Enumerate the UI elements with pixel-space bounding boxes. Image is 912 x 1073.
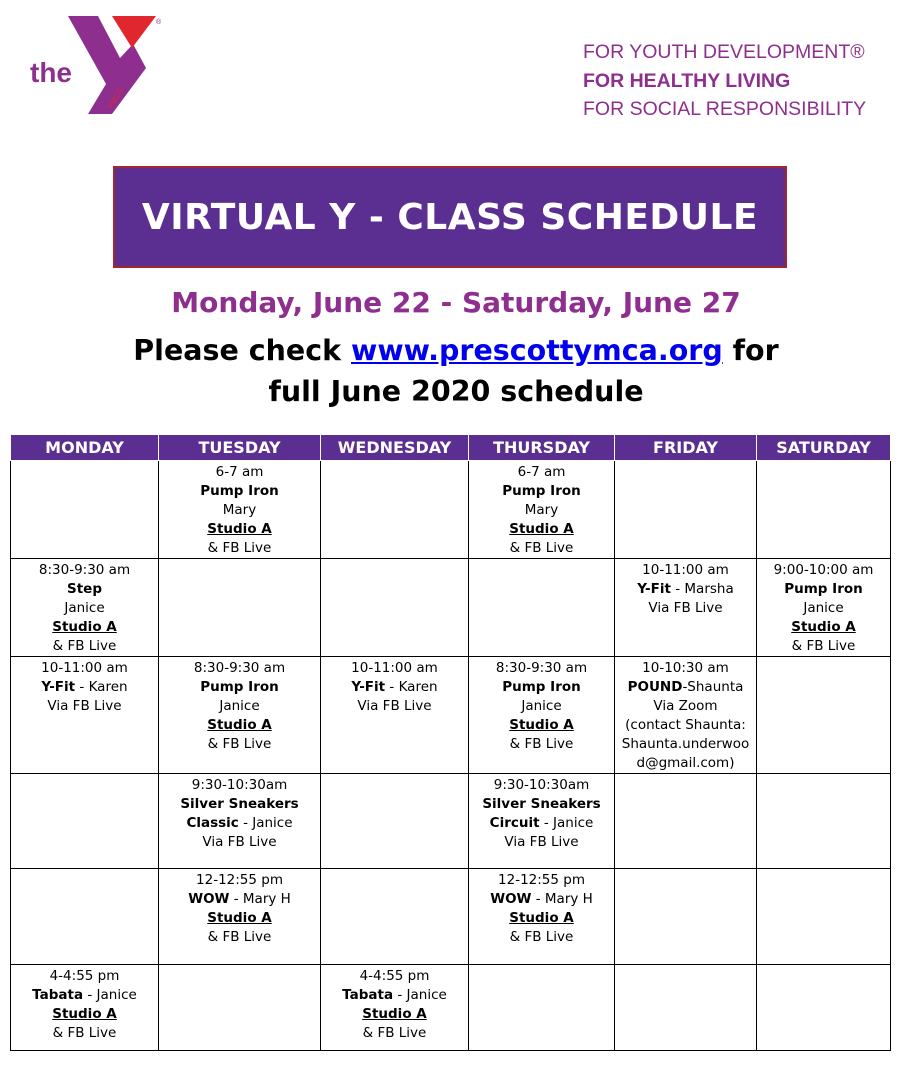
class-cell-tuesday (159, 657, 321, 774)
day-header-row (11, 435, 891, 461)
empty-cell (321, 869, 469, 965)
class-line: 9:30-10:30am (191, 777, 288, 793)
class-line: 10-11:00 am (642, 562, 729, 578)
class-line: & FB Live (509, 540, 574, 556)
class-line: Via FB Live (504, 834, 579, 850)
class-line: & FB Live (207, 929, 272, 945)
class-name: Step (67, 581, 102, 597)
class-name: Y-Fit (351, 679, 386, 695)
day-header-tuesday: TUESDAY (159, 435, 321, 461)
schedule-row (11, 774, 891, 869)
class-line (13, 986, 156, 1005)
notice-prefix: Please check (133, 334, 351, 367)
date-range: Monday, June 22 - Saturday, June 27 (171, 286, 741, 319)
studio-location: Studio A (207, 717, 272, 733)
class-line: Mary (222, 502, 257, 518)
empty-cell (615, 869, 757, 965)
class-name: Y-Fit (637, 581, 671, 597)
class-line: 9:00-10:00 am (773, 562, 874, 578)
title-banner (113, 166, 787, 268)
notice-suffix: for (722, 334, 779, 367)
studio-location: Studio A (362, 1006, 427, 1022)
studio-location: Studio A (52, 1006, 117, 1022)
class-line: 10-11:00 am (351, 660, 438, 676)
empty-cell (469, 559, 615, 657)
empty-cell (321, 559, 469, 657)
class-line: Janice (803, 600, 844, 616)
day-header-thursday: THURSDAY (469, 435, 615, 461)
class-schedule-table (10, 434, 891, 1051)
empty-cell (11, 869, 159, 965)
class-name: Classic (186, 815, 239, 831)
day-header-monday: MONDAY (11, 435, 159, 461)
class-line (161, 890, 318, 909)
class-line (471, 814, 612, 833)
class-line: 4-4:55 pm (49, 968, 120, 984)
class-cell-tuesday (159, 869, 321, 965)
class-name: Pump Iron (200, 679, 279, 695)
day-header-saturday: SATURDAY (757, 435, 891, 461)
class-line: Via FB Live (47, 698, 122, 714)
class-cell-monday (11, 657, 159, 774)
instructor: - Mary H (531, 891, 593, 907)
class-name: Pump Iron (784, 581, 863, 597)
svg-text:the: the (30, 57, 72, 88)
studio-location: Studio A (791, 619, 856, 635)
class-line (617, 678, 754, 697)
class-line: & FB Live (362, 1025, 427, 1041)
empty-cell (159, 559, 321, 657)
class-cell-tuesday (159, 461, 321, 559)
empty-cell (757, 657, 891, 774)
studio-location: Studio A (509, 910, 574, 926)
class-line (471, 890, 612, 909)
class-line (13, 678, 156, 697)
svg-text:®: ® (156, 19, 162, 26)
studio-location: Studio A (509, 717, 574, 733)
schedule-row (11, 657, 891, 774)
ymca-logo-graphic (28, 14, 168, 120)
instructor: - Janice (238, 815, 293, 831)
class-line: Janice (64, 600, 105, 616)
class-line: 12-12:55 pm (196, 872, 283, 888)
class-name: Tabata (32, 987, 84, 1003)
studio-location: Studio A (207, 910, 272, 926)
schedule-row (11, 461, 891, 559)
class-name: Silver Sneakers (482, 796, 601, 812)
empty-cell (321, 774, 469, 869)
class-line: & FB Live (509, 929, 574, 945)
class-line: & FB Live (207, 540, 272, 556)
class-cell-thursday (469, 461, 615, 559)
class-line: 9:30-10:30am (493, 777, 590, 793)
class-line: 12-12:55 pm (498, 872, 585, 888)
class-line: 8:30-9:30 am (193, 660, 286, 676)
empty-cell (159, 965, 321, 1051)
schedule-notice (0, 330, 912, 412)
class-cell-monday (11, 965, 159, 1051)
empty-cell (469, 965, 615, 1051)
class-cell-friday (615, 657, 757, 774)
instructor: - Janice (539, 815, 594, 831)
class-cell-thursday (469, 657, 615, 774)
class-cell-saturday (757, 559, 891, 657)
class-name: Circuit (489, 815, 540, 831)
class-name: POUND (627, 679, 683, 695)
class-line: Via Zoom (653, 698, 718, 714)
class-cell-monday (11, 559, 159, 657)
class-name: Silver Sneakers (180, 796, 299, 812)
class-line (617, 580, 754, 599)
empty-cell (615, 965, 757, 1051)
instructor: - Mary H (229, 891, 291, 907)
class-name: Pump Iron (502, 483, 581, 499)
class-name: Pump Iron (200, 483, 279, 499)
class-line: Via FB Live (202, 834, 277, 850)
class-name: WOW (188, 891, 230, 907)
instructor: -Shaunta (682, 679, 744, 695)
class-line: 8:30-9:30 am (495, 660, 588, 676)
class-line: 6-7 am (517, 464, 566, 480)
empty-cell (615, 774, 757, 869)
class-line: & FB Live (509, 736, 574, 752)
empty-cell (757, 774, 891, 869)
class-line: & FB Live (791, 638, 856, 654)
class-line: (contact Shaunta: (625, 717, 746, 733)
class-line: Via FB Live (357, 698, 432, 714)
class-line (161, 814, 318, 833)
empty-cell (321, 461, 469, 559)
empty-cell (615, 461, 757, 559)
class-line (323, 678, 466, 697)
empty-cell (757, 461, 891, 559)
instructor: - Janice (83, 987, 137, 1003)
class-name: Tabata (342, 987, 394, 1003)
day-header-friday: FRIDAY (615, 435, 757, 461)
ymca-logo (28, 14, 168, 120)
class-line: 6-7 am (215, 464, 264, 480)
class-line: & FB Live (52, 638, 117, 654)
class-cell-thursday (469, 869, 615, 965)
class-line: Via FB Live (648, 600, 723, 616)
class-line: 4-4:55 pm (359, 968, 430, 984)
class-line: & FB Live (207, 736, 272, 752)
empty-cell (11, 461, 159, 559)
day-header-wednesday: WEDNESDAY (321, 435, 469, 461)
class-line: Janice (521, 698, 562, 714)
class-line: 8:30-9:30 am (38, 562, 131, 578)
instructor: - Karen (385, 679, 438, 695)
notice-line-2: full June 2020 schedule (268, 375, 644, 408)
instructor: - Karen (75, 679, 128, 695)
tagline-line-1: FOR YOUTH DEVELOPMENT® (583, 41, 865, 63)
class-line: 10-10:30 am (642, 660, 729, 676)
instructor: - Marsha (670, 581, 734, 597)
tagline-line-2: FOR HEALTHY LIVING (583, 69, 791, 92)
schedule-title: VIRTUAL Y - CLASS SCHEDULE (141, 196, 759, 238)
svg-text:YMCA: YMCA (105, 86, 126, 111)
schedule-row (11, 869, 891, 965)
schedule-row (11, 559, 891, 657)
class-name: Pump Iron (502, 679, 581, 695)
studio-location: Studio A (509, 521, 574, 537)
class-line: d@gmail.com) (636, 755, 735, 771)
class-cell-wednesday (321, 657, 469, 774)
class-line (323, 986, 466, 1005)
class-cell-tuesday (159, 774, 321, 869)
empty-cell (11, 774, 159, 869)
class-line: Janice (219, 698, 260, 714)
instructor: - Janice (393, 987, 447, 1003)
class-cell-thursday (469, 774, 615, 869)
class-line: Mary (524, 502, 559, 518)
notice-line-1 (0, 330, 912, 371)
class-cell-wednesday (321, 965, 469, 1051)
class-line: & FB Live (52, 1025, 117, 1041)
empty-cell (757, 869, 891, 965)
empty-cell (757, 965, 891, 1051)
class-cell-friday (615, 559, 757, 657)
tagline-line-3: FOR SOCIAL RESPONSIBILITY (583, 98, 867, 120)
tagline (583, 38, 866, 124)
schedule-body (11, 461, 891, 1051)
class-name: Y-Fit (41, 679, 76, 695)
class-line: Shaunta.underwoo (621, 736, 750, 752)
ymca-website-link[interactable]: www.prescottymca.org (351, 334, 723, 367)
class-line: 10-11:00 am (41, 660, 128, 676)
studio-location: Studio A (207, 521, 272, 537)
class-name: WOW (490, 891, 532, 907)
schedule-row (11, 965, 891, 1051)
studio-location: Studio A (52, 619, 117, 635)
